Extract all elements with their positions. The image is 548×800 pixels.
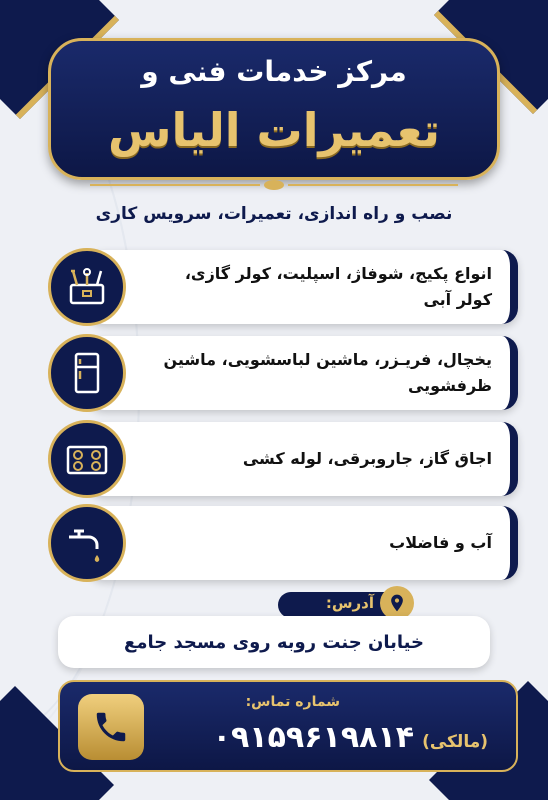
divider — [90, 184, 260, 186]
contact-label: شماره تماس: — [245, 694, 340, 710]
contact-panel — [58, 680, 518, 772]
service-text: اجاق گاز، جاروبرقی، لوله کشی — [242, 449, 492, 468]
divider-dot — [264, 180, 284, 190]
water-faucet-icon — [48, 504, 126, 582]
service-text: یخچال، فریـزر، ماشین لباسشویی، ماشین ظرفشویی — [163, 350, 492, 395]
address-value: خیابان جنت روبه روی مسجد جامع — [58, 616, 490, 668]
service-card — [88, 250, 518, 324]
service-item — [48, 422, 518, 496]
service-item — [48, 250, 518, 324]
service-text: آب و فاضلاب — [389, 533, 492, 552]
phone-line — [213, 720, 488, 755]
service-text: انواع پکیج، شوفاژ، اسپلیت، کولر گازی، کولر آبی — [184, 264, 492, 309]
title-line-1: مرکز خدمات فنی و — [141, 55, 407, 88]
title-banner — [48, 38, 500, 180]
owner-name: (مالکی) — [422, 732, 488, 752]
phone-number[interactable]: ۰۹۱۵۹۶۱۹۸۱۴ — [212, 720, 415, 755]
gas-stove-icon — [48, 420, 126, 498]
refrigerator-icon — [48, 334, 126, 412]
toolbox-icon — [48, 248, 126, 326]
service-card — [88, 506, 518, 580]
service-item — [48, 506, 518, 580]
service-item — [48, 336, 518, 410]
service-card — [88, 422, 518, 496]
phone-icon — [78, 694, 144, 760]
address-label: آدرس: — [325, 594, 374, 612]
divider — [288, 184, 458, 186]
service-card — [88, 336, 518, 410]
subtitle: نصب و راه اندازی، تعمیرات، سرویس کاری — [95, 204, 453, 224]
title-line-2: تعمیرات الیاس — [107, 103, 441, 157]
location-pin-icon — [380, 586, 414, 620]
